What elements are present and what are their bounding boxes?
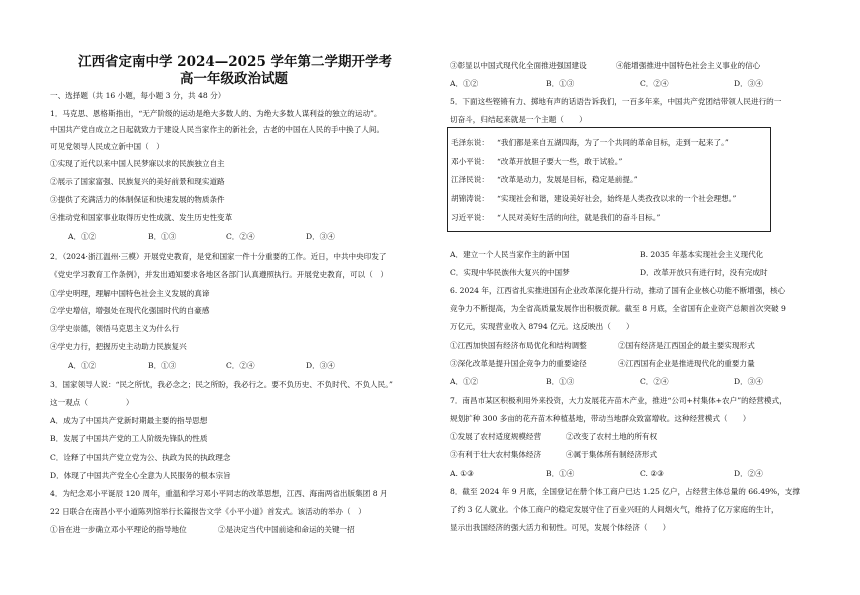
section-heading: 一、选择题（共 16 小题，每小题 3 分，共 48 分）: [50, 91, 226, 100]
q6-item: ③深化改革是提升国企竞争力的重要途径: [450, 359, 587, 368]
option-c[interactable]: C．②④: [640, 377, 669, 386]
option-b[interactable]: B. 2035 年基本实现社会主义现代化: [640, 250, 764, 259]
q7-stem-line: 7．南昌市某区积极利用外来投资，大力发展花卉苗木产业，推进“公司+村集体+农户”的经营模式，: [450, 396, 787, 405]
q2-item: ③学史崇德，领悟马克思主义为什么行: [50, 324, 180, 333]
q7-item: ④属于集体所有制经济形式: [566, 450, 658, 459]
option-b[interactable]: B．①③: [148, 361, 177, 370]
option-b[interactable]: B．①③: [148, 232, 177, 241]
q6-item: ①江西加快国有经济布局优化和结构调整: [450, 341, 587, 350]
q8-stem-line: 8．截至 2024 年 9 月底，全国登记在册个体工商户已达 1.25 亿户，占经营主体总量的 66.49%，支撑: [450, 487, 800, 496]
q8-stem-line: 了约 3 亿人就业。个体工商户的稳定发展守住了百业兴旺的人间烟火气，维持了亿万家庭的生计，: [450, 505, 779, 514]
quote-text: “人民对美好生活的向往，就是我们的奋斗目标。”: [496, 213, 661, 222]
q6-item: ②国有经济是江西国企的最主要实现形式: [618, 341, 755, 350]
q7-item: ①发展了农村适度规模经营: [450, 432, 542, 441]
q4-item: ④能增强推进中国特色社会主义事业的信心: [616, 61, 761, 70]
q1-item: ③提供了充满活力的体制保证和快速发展的物质条件: [50, 195, 225, 204]
q7-item: ③有利于壮大农村集体经济: [450, 450, 542, 459]
option-d[interactable]: D．②④: [734, 469, 763, 478]
option-b[interactable]: B．①④: [546, 469, 575, 478]
q5-stem-line: 5．下面这些铿锵有力、掷地有声的话语告诉我们，一百多年来，中国共产党团结带领人民进行的一: [450, 97, 782, 106]
q1-stem-line: 1．马克思、恩格斯指出，“无产阶级的运动是绝大多数人的、为绝大多数人谋利益的独立的运动”。: [50, 109, 382, 118]
q6-stem-line: 万亿元，实现营业收入 8794 亿元。这反映出（ ）: [450, 322, 634, 331]
q6-stem-line: 竞争力不断提高，为全省高质量发展作出积极贡献。截至 8 月底，全省国有企业资产总额首次突破 9: [450, 304, 786, 313]
option-a[interactable]: A．①②: [450, 377, 479, 386]
q2-stem-line: 2．（2024·浙江温州·三模）开展党史教育，是党和国家一件十分重要的工作。近日，中共中央印发了: [50, 252, 387, 261]
option-c[interactable]: C．②④: [226, 232, 255, 241]
q7-item: ②改变了农村土地的所有权: [566, 432, 658, 441]
q7-stem-line: 规划扩种 300 多亩的花卉苗木种植基地，带动当地群众致富增收。这种经营模式（ ）: [450, 414, 751, 423]
option-c[interactable]: C．②④: [640, 79, 669, 88]
quote-speaker: 胡锦涛说：: [451, 194, 489, 203]
exam-title: 江西省定南中学 2024—2025 学年第二学期开学考: [78, 54, 393, 70]
option-d[interactable]: D．体现了中国共产党全心全意为人民服务的根本宗旨: [50, 471, 231, 480]
option-c[interactable]: C．②④: [226, 361, 255, 370]
q1-item: ④推动党和国家事业取得历史性成就、发生历史性变革: [50, 213, 233, 222]
quote-line: [451, 212, 660, 223]
q2-item: ②学史增信，增强处在现代化强国时代的自豪感: [50, 306, 210, 315]
q8-stem-line: 显示出我国经济的强大活力和韧性。可见，发展个体经济（ ）: [450, 523, 671, 532]
quote-line: [451, 156, 622, 167]
quote-line: [451, 137, 729, 148]
q4-stem-line: 22 日联合在南昌小平小道陈列馆举行长篇报告文学《小平小道》首发式。该活动的举办（ ）: [50, 507, 366, 516]
quote-speaker: 毛泽东说：: [451, 138, 489, 147]
q2-item: ①学史明理，理解中国特色社会主义发展的真谛: [50, 289, 210, 298]
q1-stem-line: 可见党领导人民成立新中国（ ）: [50, 142, 164, 151]
quote-speaker: 习近平说：: [451, 213, 489, 222]
option-c[interactable]: C. ②③: [640, 469, 664, 478]
option-a[interactable]: A．成为了中国共产党新时期最主要的指导思想: [50, 416, 208, 425]
option-d[interactable]: D．③④: [734, 377, 763, 386]
option-a[interactable]: A．①②: [68, 361, 97, 370]
option-a[interactable]: A．①②: [68, 232, 97, 241]
quote-box: [447, 127, 771, 232]
quote-line: [451, 193, 736, 204]
q4-item: ③彰显以中国式现代化全面推进强国建设: [450, 61, 587, 70]
option-a[interactable]: A．建立一个人民当家作主的新中国: [450, 250, 570, 259]
quote-text: “实现社会和谐，建设美好社会，始终是人类孜孜以求的一个社会理想。”: [496, 194, 737, 203]
option-d[interactable]: D．③④: [734, 79, 763, 88]
option-b[interactable]: B．①③: [546, 377, 575, 386]
option-b[interactable]: B．发展了中国共产党的工人阶级先锋队的性质: [50, 434, 208, 443]
q1-item: ①实现了近代以来中国人民梦寐以求的民族独立自主: [50, 159, 225, 168]
quote-speaker: 邓小平说：: [451, 157, 489, 166]
q4-stem-line: 4．为纪念邓小平诞辰 120 周年，重温和学习邓小平同志的改革思想，江西、海南两省出版集团 8 月: [50, 489, 388, 498]
option-c[interactable]: C．诠释了中国共产党立党为公、执政为民的执政理念: [50, 453, 231, 462]
option-c[interactable]: C．实现中华民族伟大复兴的中国梦: [450, 268, 570, 277]
exam-subtitle: 高一年级政治试题: [180, 71, 288, 87]
q4-item: ②是决定当代中国前途和命运的关键一招: [218, 525, 355, 534]
option-d[interactable]: D．改革开放只有进行时，没有完成时: [640, 268, 768, 277]
q1-item: ②展示了国家富强、民族复兴的美好前景和现实道路: [50, 177, 225, 186]
q3-stem-line: 3．国家领导人说：“民之所忧，我必念之；民之所盼，我必行之。要不负历史、不负时代、不负人民。”: [50, 380, 393, 389]
quote-text: “改革是动力，发展是目标，稳定是前提。”: [496, 175, 638, 184]
option-d[interactable]: D．③④: [306, 361, 335, 370]
q1-stem-line: 中国共产党自成立之日起就致力于建设人民当家作主的新社会，古老的中国在人民的手中换了人间。: [50, 125, 385, 134]
q3-stem-line: 这一观点（ ）: [50, 398, 134, 407]
option-d[interactable]: D．③④: [306, 232, 335, 241]
option-a[interactable]: A. ①③: [450, 469, 474, 478]
option-a[interactable]: A．①②: [450, 79, 479, 88]
q2-stem-line: 《党史学习教育工作条例》，并发出通知要求各地区各部门认真遵照执行。开展党史教育，可以（ ）: [50, 270, 388, 279]
q2-item: ④学史力行，把握历史主动助力民族复兴: [50, 342, 187, 351]
q5-stem-line: 切奋斗，归结起来就是一个主题（ ）: [450, 115, 587, 124]
q6-item: ④江西国有企业是推进现代化的重要力量: [618, 359, 755, 368]
quote-line: [451, 174, 638, 185]
option-b[interactable]: B．①③: [546, 79, 575, 88]
quote-text: “我们都是来自五湖四海，为了一个共同的革命目标，走到一起来了。”: [496, 138, 729, 147]
quote-speaker: 江泽民说：: [451, 175, 489, 184]
q4-item: ①旨在进一步确立邓小平理论的指导地位: [50, 525, 187, 534]
quote-text: “改革开放胆子要大一些，敢于试验。”: [496, 157, 623, 166]
q6-stem-line: 6. 2024 年，江西省扎实推进国有企业改革深化提升行动，推动了国有企业核心功能不断增强，核心: [450, 286, 786, 295]
